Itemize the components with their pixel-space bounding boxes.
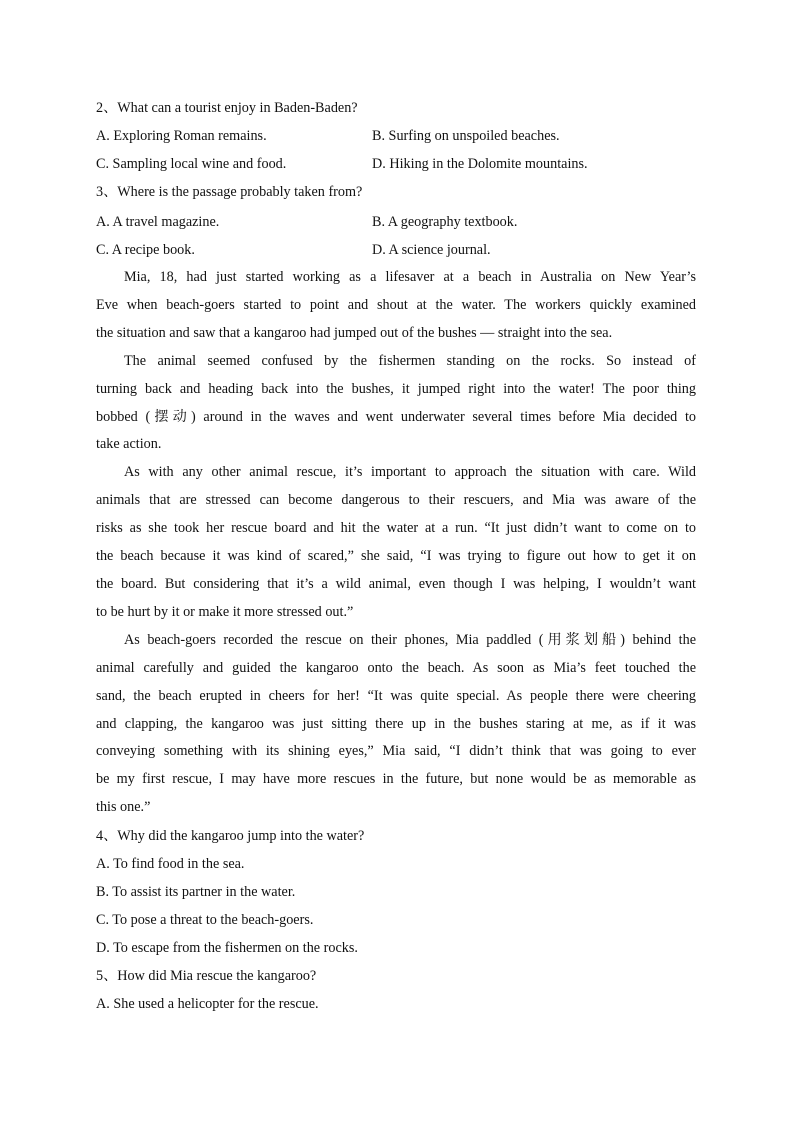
passage-line: animals that are stressed can become dangerous to their rescuers, and Mia was aware of the xyxy=(96,492,696,509)
question-3-option-a: A. A travel magazine. xyxy=(96,214,220,230)
passage-line: Mia, 18, had just started working as a lifesaver at a beach in Australia on New Year’s xyxy=(124,269,696,285)
passage-line: the situation and saw that a kangaroo had jumped out of the bushes — straight into the sea. xyxy=(96,324,613,341)
passage-line: this one.” xyxy=(96,799,151,816)
passage-line: turning back and heading back into the bushes, it jumped right into the water! The poor thing xyxy=(96,380,696,397)
passage-line: be my first rescue, I may have more rescues in the future, but none would be as memorable as xyxy=(96,771,696,788)
question-5-option-a: A. She used a helicopter for the rescue. xyxy=(96,996,319,1013)
passage-line: and clapping, the kangaroo was just sitting there up in the bushes staring at me, as if it was xyxy=(96,715,696,732)
question-2-options-row-2 xyxy=(96,150,696,178)
passage-line: to be hurt by it or make it more stressed out.” xyxy=(96,603,354,620)
passage-line: the board. But considering that it’s a wild animal, even though I was helping, I wouldn’t want xyxy=(96,575,696,592)
question-3-option-b: B. A geography textbook. xyxy=(372,214,518,230)
passage-line: conveying something with its shining eyes,” Mia said, “I didn’t think that was going to ever xyxy=(96,743,696,760)
question-2-option-b: B. Surfing on unspoiled beaches. xyxy=(372,128,560,144)
passage-line: sand, the beach erupted in cheers for her! “It was quite special. As people there were cheering xyxy=(96,687,696,704)
passage-line: take action. xyxy=(96,436,162,453)
question-4-option-b: B. To assist its partner in the water. xyxy=(96,884,296,901)
question-4: 4、Why did the kangaroo jump into the water? xyxy=(96,828,365,845)
passage-paragraph-3 xyxy=(96,459,696,626)
question-4-option-d: D. To escape from the fishermen on the rocks. xyxy=(96,940,358,957)
passage-line: As beach-goers recorded the rescue on their phones, Mia paddled (用浆划船) behind the xyxy=(124,631,696,648)
passage-paragraph-1 xyxy=(96,264,696,348)
question-3: 3、Where is the passage probably taken from? xyxy=(96,184,363,200)
passage xyxy=(96,264,696,822)
passage-paragraph-2 xyxy=(96,348,696,460)
passage-paragraph-4 xyxy=(96,627,696,822)
passage-line: risks as she took her rescue board and hit the water at a run. “It just didn’t want to come on to xyxy=(96,520,696,537)
question-3-options-row-1 xyxy=(96,208,696,236)
question-4-option-c: C. To pose a threat to the beach-goers. xyxy=(96,912,314,929)
question-3-option-d: D. A science journal. xyxy=(372,242,491,258)
document-page xyxy=(96,94,696,1018)
passage-line: the beach because it was kind of scared,” she said, “I was trying to figure out how to get it on xyxy=(96,548,696,565)
question-2-option-c: C. Sampling local wine and food. xyxy=(96,156,287,172)
passage-line: Eve when beach-goers started to point and shout at the water. The workers quickly examined xyxy=(96,296,696,313)
question-2-option-d: D. Hiking in the Dolomite mountains. xyxy=(372,156,588,172)
question-3-option-c: C. A recipe book. xyxy=(96,242,195,258)
question-5: 5、How did Mia rescue the kangaroo? xyxy=(96,968,317,985)
question-3-options-row-2 xyxy=(96,236,696,264)
passage-line: As with any other animal rescue, it’s important to approach the situation with care. Wild xyxy=(124,464,696,481)
passage-line: animal carefully and guided the kangaroo onto the beach. As soon as Mia’s feet touched the xyxy=(96,659,696,676)
passage-line: The animal seemed confused by the fishermen standing on the rocks. So instead of xyxy=(124,352,696,369)
question-2-option-a: A. Exploring Roman remains. xyxy=(96,128,267,144)
question-2: 2、What can a tourist enjoy in Baden-Baden? xyxy=(96,100,358,116)
passage-line: bobbed (摆动) around in the waves and went underwater several times before Mia decided to xyxy=(96,408,696,425)
question-2-options-row-1 xyxy=(96,122,696,150)
question-4-option-a: A. To find food in the sea. xyxy=(96,856,245,873)
